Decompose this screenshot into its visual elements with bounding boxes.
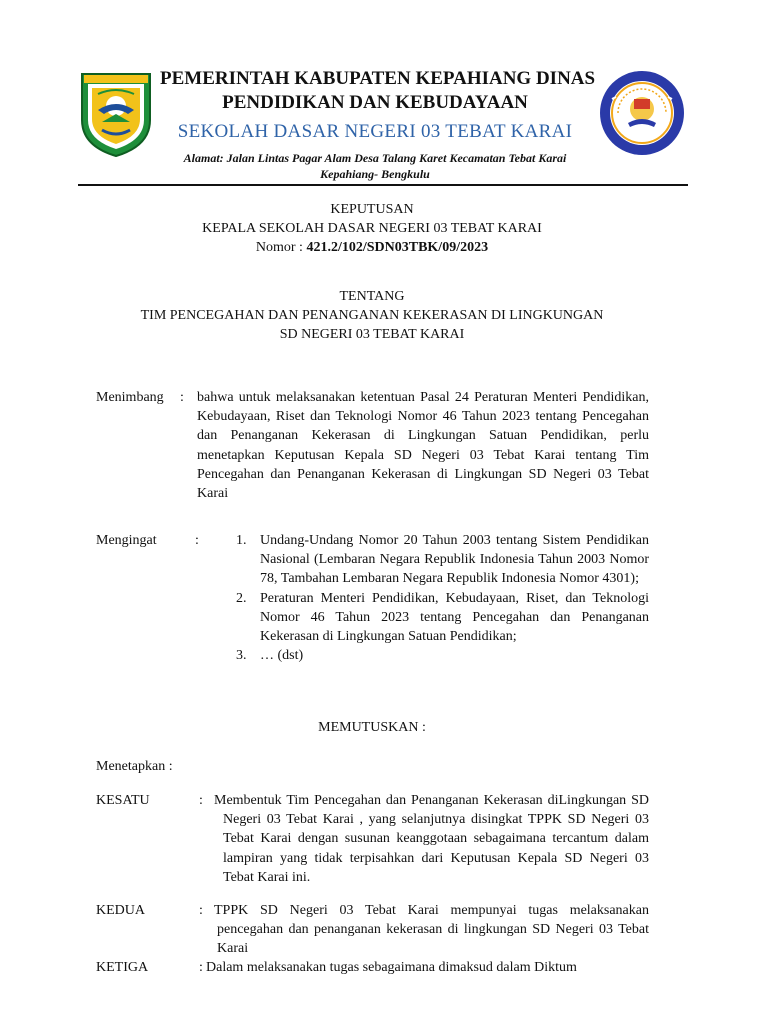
memutuskan-heading: MEMUTUSKAN : <box>318 720 426 735</box>
diktum-kedua-text: TPPK SD Negeri 03 Tebat Karai mempunyai tugas melaksanakan pencegahan dan penanganan kekerasan di lingkungan SD Negeri 03 Tebat Karai <box>214 903 649 957</box>
tentang-title: TENTANG <box>339 289 405 304</box>
diktum-kedua-colon: : <box>199 903 203 918</box>
school-name: SEKOLAH DASAR NEGERI 03 TEBAT KARAI <box>177 121 573 142</box>
mengingat-colon: : <box>195 533 199 548</box>
government-name: PEMERINTAH KABUPATEN KEPAHIANG DINAS <box>160 68 596 89</box>
mengingat-list <box>236 531 649 665</box>
mengingat-label: Mengingat <box>96 533 157 548</box>
diktum-ketiga-colon: : <box>199 960 203 975</box>
menimbang-colon: : <box>180 390 184 405</box>
list-item: 2. Peraturan Menteri Pendidikan, Kebudayaan, Riset, dan Teknologi Nomor 46 Tahun 2023 tentang Pencegahan dan Penanganan Kekerasan di Lingkungan Satuan Pendidikan; <box>236 590 649 645</box>
subject-line-1: TIM PENCEGAHAN DAN PENANGANAN KEKERASAN DI LINGKUNGAN <box>140 308 604 323</box>
school-address: Alamat: Jalan Lintas Pagar Alam Desa Talang Karet Kecamatan Tebat Karai Kepahiang- Bengkulu <box>183 151 567 181</box>
menimbang-text: bahwa untuk melaksanakan ketentuan Pasal 24 Peraturan Menteri Pendidikan, Kebudayaan, Riset dan Teknologi Nomor 46 Tahun 2023 tentang Pencegahan dan Penanganan Kekerasan di Lingkungan Satuan Pendidikan, perlu menetapkan Keputusan Kepala SD Negeri 03 Tebat Karai tentang Tim Pencegahan dan Penanganan Kekerasan di Lingkungan SD Negeri 03 Tebat Karai <box>197 390 649 502</box>
keputusan-title: KEPUTUSAN <box>330 202 414 217</box>
subject-line-2: SD NEGERI 03 TEBAT KARAI <box>279 327 465 342</box>
nomor-line <box>96 238 648 257</box>
list-item: 1. Undang-Undang Nomor 20 Tahun 2003 tentang Sistem Pendidikan Nasional (Lembaran Negara Republik Indonesia Tahun 2003 Nomor 78, Tambahan Lembaran Negara Republik Indonesia Nomor 4301); <box>236 533 649 587</box>
kepala-title: KEPALA SEKOLAH DASAR NEGERI 03 TEBAT KARAI <box>202 221 542 236</box>
list-item: 3. … (dst) <box>236 648 304 664</box>
nomor-label: Nomor : <box>255 240 303 255</box>
subject-heading <box>96 287 648 344</box>
menetapkan-label: Menetapkan : <box>96 759 173 774</box>
school-seal-logo <box>598 69 686 157</box>
diktum-ketiga-text: Dalam melaksanakan tugas sebagaimana dimaksud dalam Diktum <box>206 960 577 975</box>
decree-heading <box>96 200 648 257</box>
menimbang-label: Menimbang <box>96 390 164 405</box>
diktum-kesatu-label: KESATU <box>96 793 150 808</box>
nomor-value: 421.2/102/SDN03TBK/09/2023 <box>306 240 489 255</box>
diktum-ketiga-label: KETIGA <box>96 960 149 975</box>
diktum-kedua-label: KEDUA <box>96 903 145 918</box>
department-name: PENDIDIKAN DAN KEBUDAYAAN <box>222 92 528 113</box>
diktum-kesatu-text: Membentuk Tim Pencegahan dan Penanganan Kekerasan diLingkungan SD Negeri 03 Tebat Karai , yang selanjutnya disingkat TPPK SD Negeri 03 Tebat Karai dengan susunan keanggotaan sebagaimana tercantum dalam lampiran yang tidak terpisahkan dari Keputusan Kepala SD Negeri 03 Tebat Karai ini. <box>214 793 649 885</box>
kabupaten-kepahiang-logo <box>78 70 154 158</box>
letterhead <box>160 68 596 182</box>
diktum-kesatu-colon: : <box>199 793 203 808</box>
letterhead-divider <box>78 184 688 186</box>
